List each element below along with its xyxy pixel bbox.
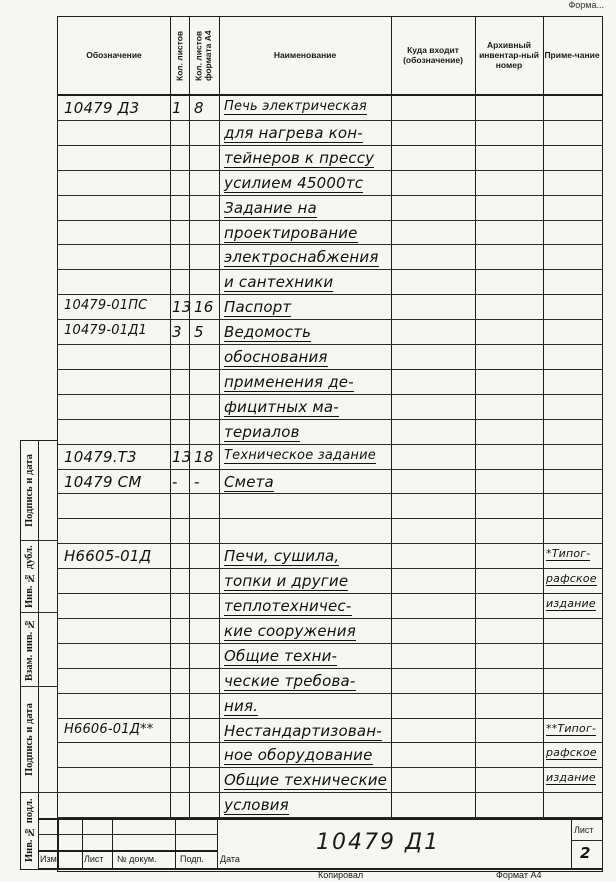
row-line: [57, 742, 602, 743]
form-label: Форма...: [568, 0, 604, 10]
row-line: [57, 419, 602, 420]
col-line-4: [391, 16, 392, 818]
header-a4-format: Кол. листов формата А4: [193, 30, 213, 82]
stamp-sheet-number: 2: [580, 844, 591, 862]
row-line: [57, 469, 602, 470]
cell-sheets: 13: [172, 448, 192, 466]
cell-name: кие сооружения: [224, 622, 356, 640]
stamp-col-sign: Подп.: [180, 854, 204, 864]
side-label-replaces-inv: Взам. инв. №: [24, 618, 35, 681]
col-line-5: [475, 16, 476, 818]
side-label-dup-inv: Инв. № дубл.: [24, 545, 35, 608]
cell-sheets: 13: [172, 298, 192, 316]
cell-name: проектирование: [224, 224, 358, 242]
row-line: [57, 444, 602, 445]
cell-note: **Типог-: [546, 722, 597, 735]
row-line: [57, 145, 602, 146]
row-line: [57, 543, 602, 544]
footer-format: Формат А4: [496, 870, 542, 880]
cell-name: топки и другие: [224, 572, 349, 590]
cell-designation: 10479.Т3: [64, 448, 137, 466]
header-designation: Обозначение: [86, 50, 142, 61]
stamp-sheet-label: Лист: [574, 825, 594, 835]
cell-a4: -: [194, 473, 200, 491]
side-label-orig-inv: Инв. № подл.: [24, 798, 35, 862]
stamp-col-change: Изм.: [40, 854, 60, 864]
cell-note: рафское: [546, 746, 597, 759]
cell-designation: Н6606-01Д**: [64, 722, 154, 737]
cell-designation: 10479-01Д1: [64, 323, 148, 338]
cell-name: обоснования: [224, 348, 328, 366]
side-label-sign-date-top: Подпись и дата: [24, 454, 35, 528]
header-note: Приме-чание: [544, 50, 600, 61]
cell-name: Нестандартизован-: [224, 722, 382, 740]
cell-name: фицитных ма-: [224, 398, 339, 416]
stamp-col-doc: № докум.: [117, 854, 157, 864]
stamp-document-code: 10479 Д1: [316, 830, 441, 855]
cell-note: издание: [546, 597, 596, 610]
row-line: [57, 344, 602, 345]
side-label-sign-date-bottom: Подпись и дата: [24, 703, 35, 776]
cell-name: Ведомость: [224, 323, 312, 341]
cell-designation: 10479-01ПС: [64, 298, 148, 313]
header-name: Наименование: [273, 50, 337, 61]
row-line: [57, 792, 602, 793]
cell-sheets: 3: [172, 323, 182, 341]
cell-name: ния.: [224, 697, 259, 715]
row-line: [57, 195, 602, 196]
stamp-col-date: Дата: [220, 854, 240, 864]
cell-sheets: 1: [172, 99, 182, 117]
cell-name: усилием 45000тс: [224, 174, 364, 192]
cell-a4: 18: [194, 448, 214, 466]
cell-designation: Н6605-01Д: [64, 547, 152, 565]
cell-note: издание: [546, 771, 596, 784]
row-line: [57, 120, 602, 121]
row-line: [57, 767, 602, 768]
cell-name: Общие техни-: [224, 647, 338, 665]
cell-name: Паспорт: [224, 298, 292, 316]
col-line-6: [543, 16, 544, 818]
row-line: [57, 618, 602, 619]
cell-name: теплотехничес-: [224, 597, 352, 615]
col-line-2: [189, 16, 190, 818]
row-line: [57, 593, 602, 594]
row-line: [57, 493, 602, 494]
col-line-3: [219, 16, 220, 818]
cell-name: и сантехники: [224, 273, 334, 291]
cell-designation: 10479 СМ: [64, 473, 142, 491]
stamp-top-line: [38, 818, 602, 820]
row-line: [57, 294, 602, 295]
row-line: [57, 568, 602, 569]
cell-name: условия: [224, 796, 289, 814]
cell-name: для нагрева кон-: [224, 124, 363, 142]
cell-name: электроснабжения: [224, 248, 379, 266]
cell-a4: 5: [194, 323, 204, 341]
cell-name: териалов: [224, 423, 300, 441]
row-line: [57, 319, 602, 320]
cell-a4: 16: [194, 298, 214, 316]
cell-name: ческие требова-: [224, 672, 356, 690]
row-line: [57, 668, 602, 669]
cell-a4: 8: [194, 99, 204, 117]
row-line: [57, 693, 602, 694]
cell-name: Печь электрическая: [224, 99, 367, 114]
footer-copied: Копировал: [318, 870, 364, 880]
cell-name: тейнеров к прессу: [224, 149, 375, 167]
row-line: [57, 643, 602, 644]
cell-sheets: -: [172, 473, 178, 491]
cell-note: *Типог-: [546, 547, 591, 560]
row-line: [57, 518, 602, 519]
cell-name: Общие технические: [224, 771, 388, 789]
cell-name: ное оборудование: [224, 746, 373, 764]
row-line: [57, 394, 602, 395]
header-archive-no: Архивный инвентар-ный номер: [479, 40, 539, 70]
cell-name: Смета: [224, 473, 274, 491]
cell-name: применения де-: [224, 373, 354, 391]
header-sheets-count: Кол. листов: [174, 30, 185, 82]
row-line: [57, 220, 602, 221]
col-line-1: [170, 16, 171, 818]
row-line: [57, 269, 602, 270]
row-line: [57, 718, 602, 719]
header-divider: [57, 94, 602, 96]
row-line: [57, 170, 602, 171]
stamp-col-sheet: Лист: [84, 854, 104, 864]
row-line: [57, 369, 602, 370]
cell-name: Печи, сушила,: [224, 547, 340, 565]
cell-name: Техническое задание: [224, 448, 376, 463]
header-where-used: Куда входит (обозначение): [403, 45, 463, 65]
row-line: [57, 244, 602, 245]
cell-designation: 10479 Д3: [64, 99, 140, 117]
binding-strip-inner: [38, 440, 39, 868]
cell-note: рафское: [546, 572, 597, 585]
cell-name: Задание на: [224, 199, 317, 217]
